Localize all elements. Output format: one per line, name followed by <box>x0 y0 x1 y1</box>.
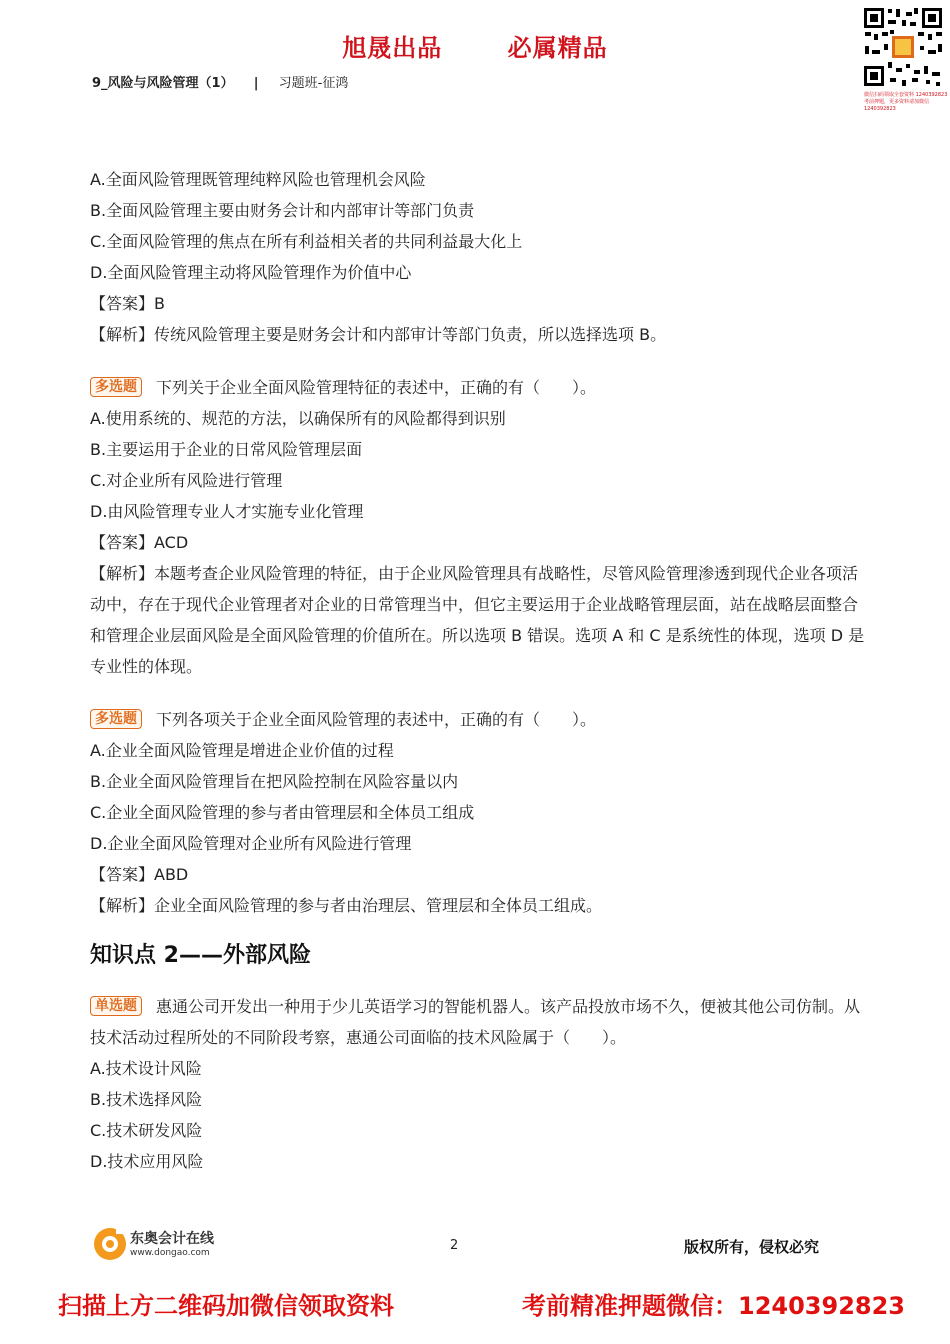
q2-stem-line <box>90 372 870 403</box>
q4-stem: 惠通公司开发出一种用于少儿英语学习的智能机器人。该产品投放市场不久，便被其他公司仿制。从技术活动过程所处的不同阶段考察，惠通公司面临的技术风险属于（ ）。 <box>90 997 861 1047</box>
q3-option-c: C.企业全面风险管理的参与者由管理层和全体员工组成 <box>90 803 475 822</box>
q2-option-d: D.由风险管理专业人才实施专业化管理 <box>90 502 364 521</box>
logo-text: 东奥会计在线 <box>130 1231 214 1247</box>
header-separator: | <box>253 76 259 91</box>
q4-option-b: B.技术选择风险 <box>90 1090 203 1109</box>
brand-right: 必属精品 <box>507 34 608 62</box>
q4-option-c: C.技术研发风险 <box>90 1121 203 1140</box>
q4-option-d: D.技术应用风险 <box>90 1152 204 1171</box>
q3-stem-line <box>90 704 870 735</box>
prev-answer: 【答案】B <box>90 294 165 313</box>
brand-banner <box>0 28 950 63</box>
page-number: 2 <box>450 1238 459 1253</box>
q3-analysis: 【解析】企业全面风险管理的参与者由治理层、管理层和全体员工组成。 <box>90 896 603 915</box>
q3-stem: 下列各项关于企业全面风险管理的表述中，正确的有（ ）。 <box>156 710 597 729</box>
dongao-logo <box>92 1224 232 1264</box>
q3-option-a: A.企业全面风险管理是增进企业价值的过程 <box>90 741 394 760</box>
q2-option-a: A.使用系统的、规范的方法，以确保所有的风险都得到识别 <box>90 409 506 428</box>
prev-option-a: A.全面风险管理既管理纯粹风险也管理机会风险 <box>90 170 426 189</box>
document-body <box>90 164 870 1177</box>
promo-left: 扫描上方二维码加微信领取资料 <box>58 1292 394 1320</box>
prev-analysis: 【解析】传统风险管理主要是财务会计和内部审计等部门负责，所以选择选项 B。 <box>90 325 667 344</box>
q3-type-badge: 多选题 <box>90 709 142 729</box>
course-name: 习题班-征鸿 <box>278 76 349 91</box>
qr-caption: 微信扫码领取全套资料 1240392823 考前押题，更多资料请加微信 1240392823 <box>864 92 948 112</box>
brand-left: 旭晟出品 <box>342 34 443 62</box>
q3-option-d: D.企业全面风险管理对企业所有风险进行管理 <box>90 834 412 853</box>
q2-option-b: B.主要运用于企业的日常风险管理层面 <box>90 440 363 459</box>
q3-option-b: B.企业全面风险管理旨在把风险控制在风险容量以内 <box>90 772 459 791</box>
logo-url: www.dongao.com <box>130 1248 210 1258</box>
document-header <box>92 72 348 91</box>
logo-icon <box>92 1226 128 1262</box>
section-heading: 知识点 2——外部风险 <box>90 943 311 968</box>
q2-stem: 下列关于企业全面风险管理特征的表述中，正确的有（ ）。 <box>156 378 597 397</box>
q2-option-c: C.对企业所有风险进行管理 <box>90 471 283 490</box>
prev-option-d: D.全面风险管理主动将风险管理作为价值中心 <box>90 263 412 282</box>
section-title: 9_风险与风险管理（1） <box>92 76 234 91</box>
q2-analysis: 【解析】本题考查企业风险管理的特征，由于企业风险管理具有战略性，尽管风险管理渗透到现代企业各项活动中，存在于现代企业管理者对企业的日常管理当中，但它主要运用于企业战略管理层面，站在战略层面整合和管理企业层面风险是全面风险管理的价值所在。所以选项 B 错误。选项 A 和 C 是系统性的体现，选项 D 是专业性的体现。 <box>90 564 865 676</box>
q4-type-badge: 单选题 <box>90 996 142 1016</box>
prev-option-c: C.全面风险管理的焦点在所有利益相关者的共同利益最大化上 <box>90 232 523 251</box>
q2-answer: 【答案】ACD <box>90 533 189 552</box>
q2-type-badge: 多选题 <box>90 377 142 397</box>
q4-stem-line <box>90 991 870 1053</box>
q4-option-a: A.技术设计风险 <box>90 1059 202 1078</box>
qr-code-icon <box>862 6 944 88</box>
copyright-notice: 版权所有，侵权必究 <box>684 1238 820 1256</box>
promo-right: 考前精准押题微信：1240392823 <box>522 1292 905 1320</box>
prev-option-b: B.全面风险管理主要由财务会计和内部审计等部门负责 <box>90 201 475 220</box>
q3-answer: 【答案】ABD <box>90 865 189 884</box>
